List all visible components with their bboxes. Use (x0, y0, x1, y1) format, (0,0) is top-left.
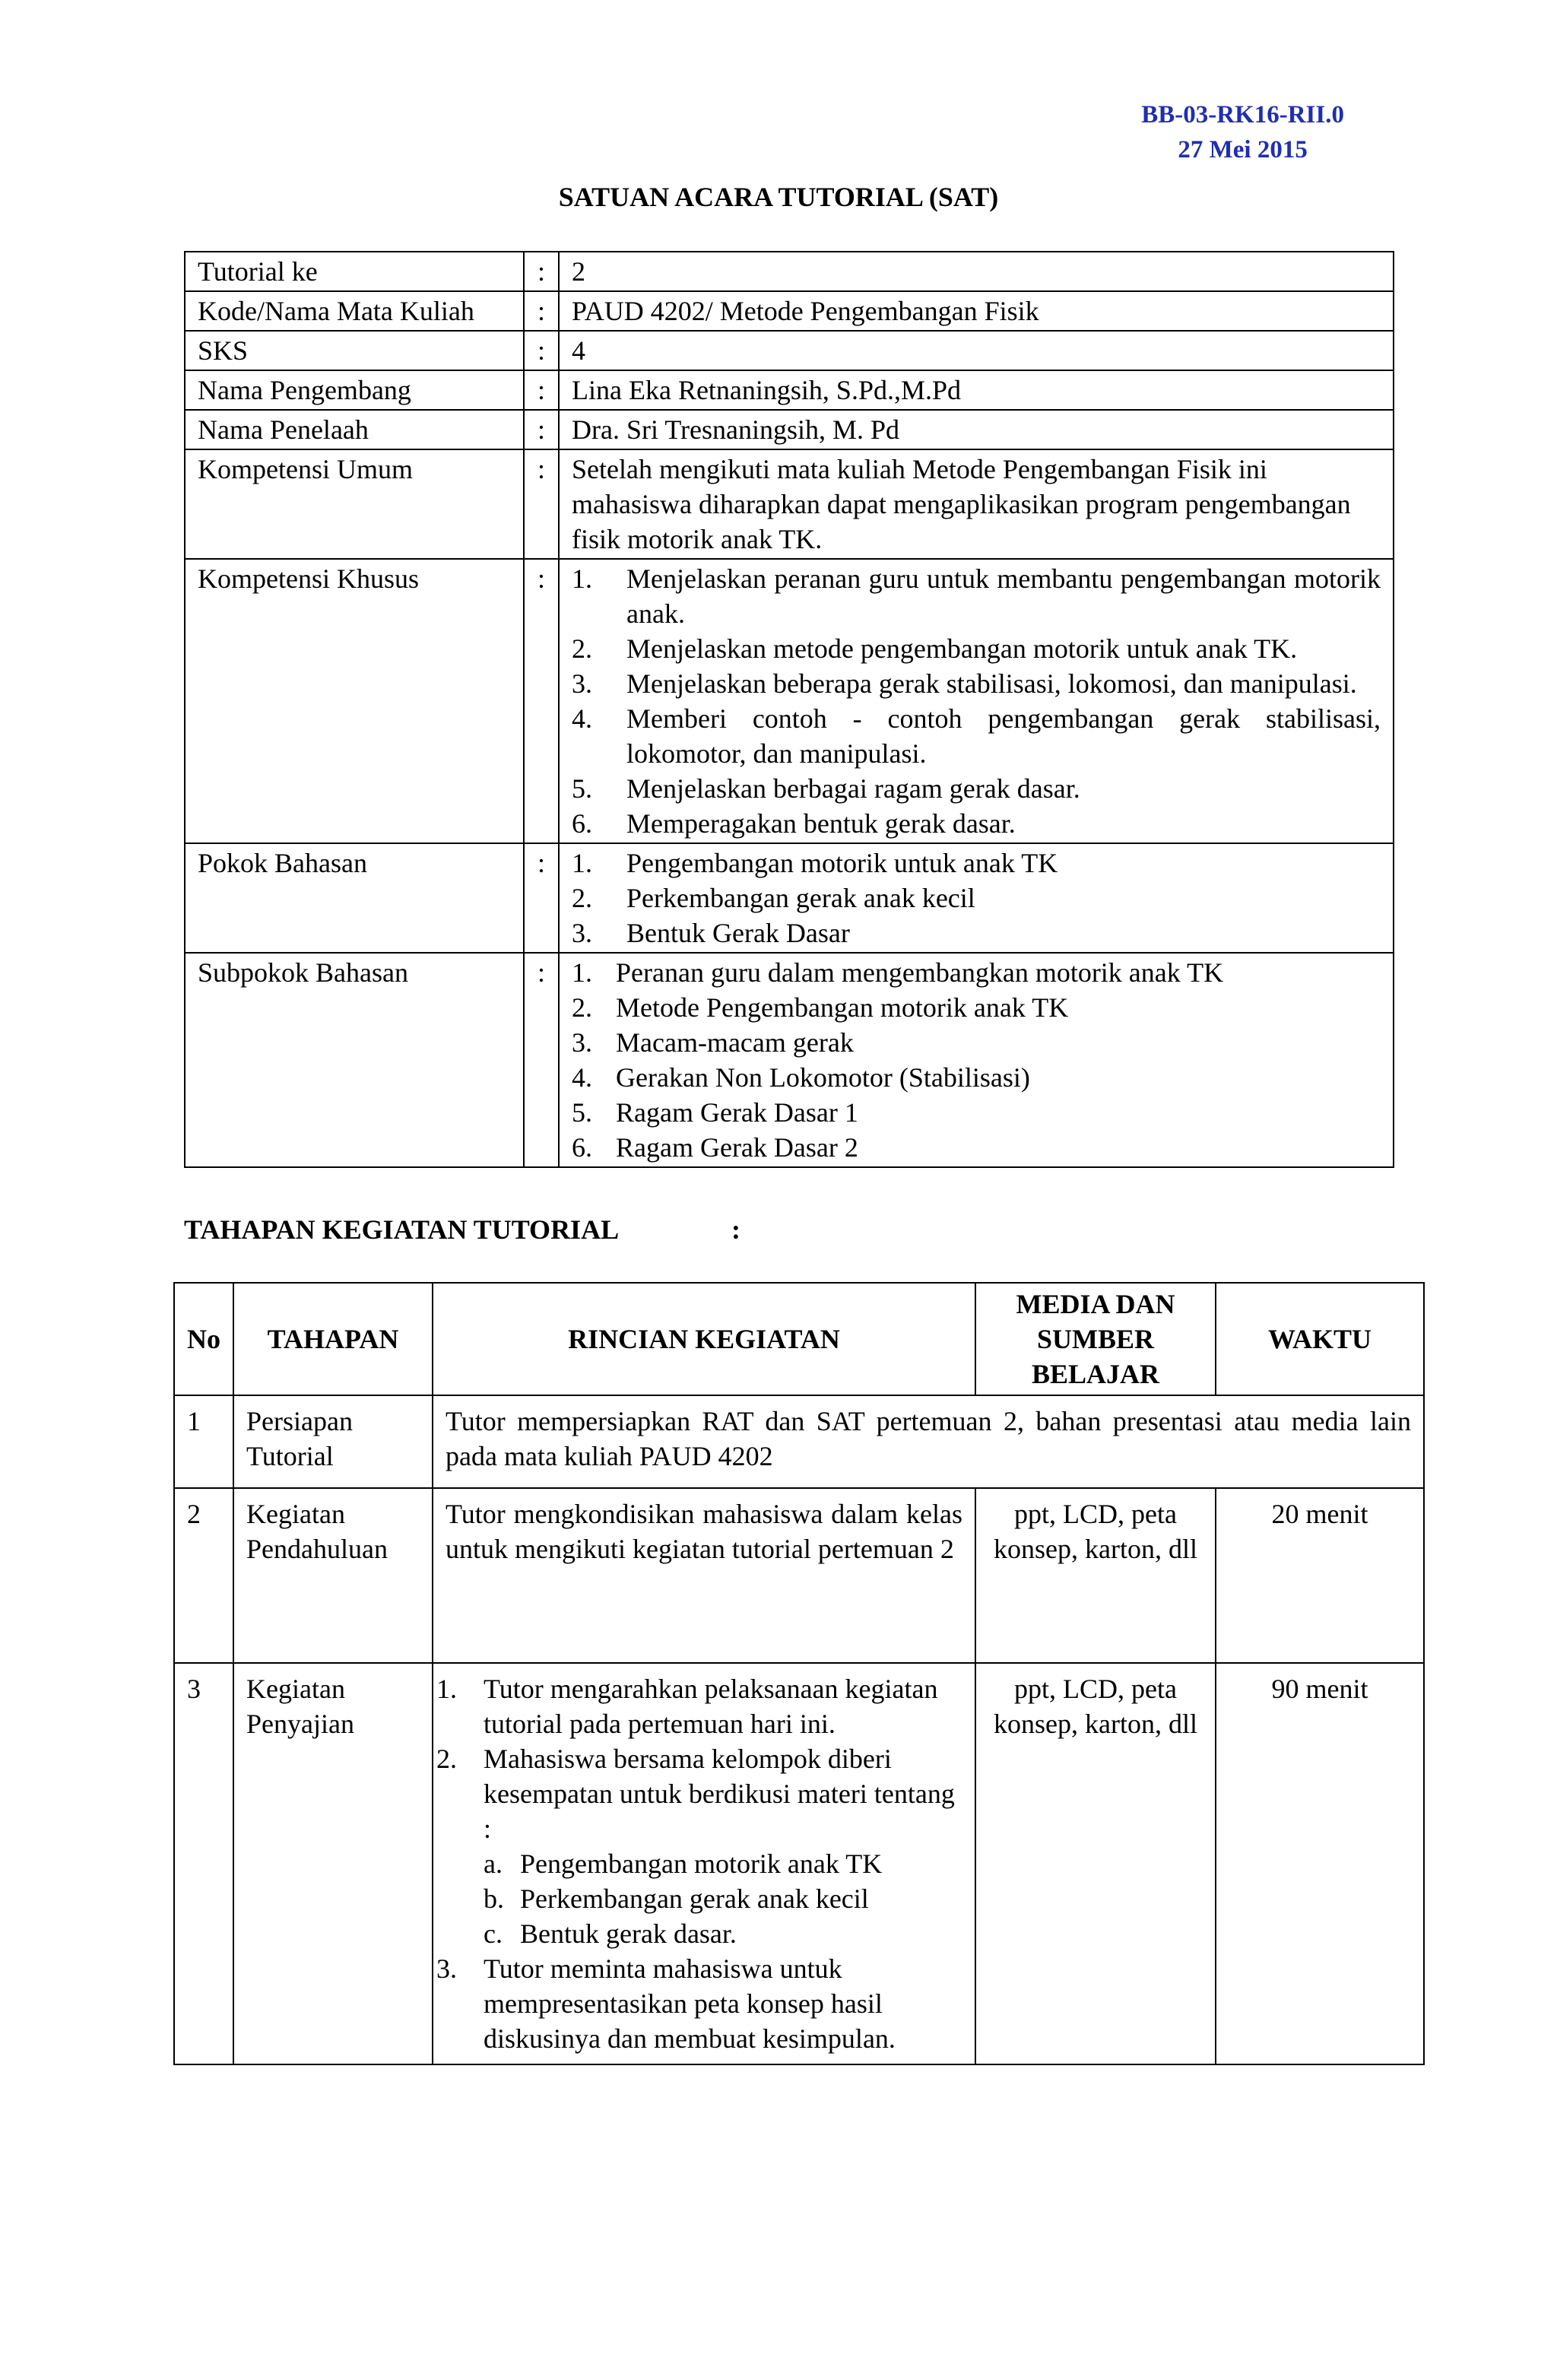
row-rincian: Tutor mempersiapkan RAT dan SAT pertemuan 2, bahan presentasi atau media lain pada mata kuliah PAUD 4202 (433, 1395, 1424, 1488)
page-title: SATUAN ACARA TUTORIAL (SAT) (558, 182, 999, 212)
info-colon: : (524, 291, 559, 331)
list-number: 1. (572, 848, 592, 878)
row-waktu: 20 menit (1216, 1488, 1424, 1663)
list-text: Tutor mengarahkan pelaksanaan kegiatan tutorial pada pertemuan hari ini. (484, 1674, 938, 1739)
list-number: 1. (572, 957, 592, 988)
subpokok-bahasan-list (572, 955, 1381, 1165)
row-no: 1 (174, 1395, 233, 1488)
activity-steps-list (436, 1671, 962, 1846)
col-header-waktu: WAKTU (1216, 1283, 1424, 1395)
list-number: 2. (572, 992, 592, 1023)
col-header-tahapan: TAHAPAN (233, 1283, 433, 1395)
list-text: Mahasiswa bersama kelompok diberi kesempatan untuk berdikusi materi tentang : (484, 1744, 955, 1844)
list-text: Tutor meminta mahasiswa untuk mempresentasikan peta konsep hasil diskusinya dan membuat kesimpulan. (484, 1953, 896, 2054)
list-item (572, 666, 1381, 701)
stages-heading-text: TAHAPAN KEGIATAN TUTORIAL (184, 1214, 620, 1245)
info-value: 4 (559, 331, 1394, 370)
table-row (174, 1488, 1424, 1663)
list-item (436, 1671, 962, 1741)
list-letter: b. (484, 1883, 504, 1914)
list-number: 4. (572, 1062, 592, 1093)
list-item (572, 990, 1381, 1025)
info-value: Dra. Sri Tresnaningsih, M. Pd (559, 410, 1394, 449)
info-colon: : (524, 953, 559, 1167)
stages-heading-colon: : (731, 1214, 740, 1245)
list-number: 1. (436, 1674, 457, 1704)
list-number: 3. (572, 1027, 592, 1058)
list-text: Bentuk gerak dasar. (520, 1918, 737, 1949)
list-text: Memberi contoh - contoh pengembangan gerak stabilisasi, lokomotor, dan manipulasi. (626, 703, 1381, 769)
info-label: Kompetensi Umum (185, 449, 524, 559)
stages-table (173, 1282, 1425, 2065)
col-header-no: No (174, 1283, 233, 1395)
list-text: Menjelaskan beberapa gerak stabilisasi, lokomosi, dan manipulasi. (626, 668, 1357, 699)
list-letter: a. (484, 1848, 503, 1879)
document-code-block (1141, 97, 1344, 167)
activity-subitems-list (484, 1846, 962, 1951)
list-item (572, 1095, 1381, 1130)
list-number: 6. (572, 808, 592, 839)
stages-header-row (174, 1283, 1424, 1395)
row-tahapan: Kegiatan Pendahuluan (233, 1488, 433, 1663)
info-colon: : (524, 449, 559, 559)
row-no: 3 (174, 1663, 233, 2064)
list-letter: c. (484, 1918, 503, 1949)
list-text: Perkembangan gerak anak kecil (520, 1883, 869, 1914)
list-text: Perkembangan gerak anak kecil (626, 883, 975, 913)
row-media: ppt, LCD, peta konsep, karton, dll (975, 1663, 1216, 2064)
list-item (572, 1025, 1381, 1060)
list-text: Memperagakan bentuk gerak dasar. (626, 808, 1016, 839)
info-label: Kompetensi Khusus (185, 559, 524, 843)
list-item (572, 631, 1381, 666)
list-number: 6. (572, 1132, 592, 1163)
list-number: 2. (436, 1744, 457, 1774)
info-colon: : (524, 252, 559, 291)
list-text: Pengembangan motorik anak TK (520, 1848, 883, 1879)
list-text: Ragam Gerak Dasar 2 (616, 1132, 858, 1163)
list-item (572, 701, 1381, 771)
row-tahapan: Kegiatan Penyajian (233, 1663, 433, 2064)
col-header-rincian: RINCIAN KEGIATAN (433, 1283, 975, 1395)
list-item (572, 771, 1381, 806)
list-item (436, 1741, 962, 1846)
info-label: Kode/Nama Mata Kuliah (185, 291, 524, 331)
info-row-pokok-bahasan (185, 843, 1394, 953)
row-waktu: 90 menit (1216, 1663, 1424, 2064)
list-item (572, 955, 1381, 990)
list-text: Peranan guru dalam mengembangkan motorik anak TK (616, 957, 1224, 988)
info-colon: : (524, 331, 559, 370)
list-text: Menjelaskan peranan guru untuk membantu pengembangan motorik anak. (626, 563, 1381, 629)
list-item (572, 1060, 1381, 1095)
list-text: Bentuk Gerak Dasar (626, 918, 850, 948)
pokok-bahasan-list (572, 846, 1381, 950)
list-item (572, 561, 1381, 631)
kompetensi-khusus-list (572, 561, 1381, 841)
list-number: 3. (572, 668, 592, 699)
list-text: Gerakan Non Lokomotor (Stabilisasi) (616, 1062, 1030, 1093)
list-number: 2. (572, 883, 592, 913)
info-label: SKS (185, 331, 524, 370)
list-item (572, 881, 1381, 916)
info-row (185, 291, 1394, 331)
list-item (572, 846, 1381, 881)
list-item (572, 916, 1381, 950)
row-media: ppt, LCD, peta konsep, karton, dll (975, 1488, 1216, 1663)
list-item (436, 1951, 962, 2056)
list-text: Menjelaskan berbagai ragam gerak dasar. (626, 773, 1080, 804)
info-value: 2 (559, 252, 1394, 291)
list-text: Ragam Gerak Dasar 1 (616, 1097, 858, 1128)
course-info-table (184, 251, 1394, 1168)
info-row (185, 449, 1394, 559)
list-text: Menjelaskan metode pengembangan motorik untuk anak TK. (626, 633, 1298, 664)
info-row (185, 370, 1394, 410)
info-row (185, 331, 1394, 370)
info-value: Setelah mengikuti mata kuliah Metode Pengembangan Fisik ini mahasiswa diharapkan dapat mengaplikasikan program pengembangan fisik motorik anak TK. (559, 449, 1394, 559)
info-label: Nama Penelaah (185, 410, 524, 449)
document-code: BB-03-RK16-RII.0 (1141, 101, 1344, 129)
list-item (572, 806, 1381, 841)
list-item (484, 1846, 962, 1881)
list-item (572, 1130, 1381, 1165)
list-number: 5. (572, 773, 592, 804)
info-colon: : (524, 370, 559, 410)
list-number: 4. (572, 703, 592, 734)
document-date: 27 Mei 2015 (1178, 136, 1308, 163)
info-colon: : (524, 559, 559, 843)
list-text: Metode Pengembangan motorik anak TK (616, 992, 1069, 1023)
info-label: Pokok Bahasan (185, 843, 524, 953)
list-number: 3. (436, 1953, 457, 1984)
list-number: 3. (572, 918, 592, 948)
row-no: 2 (174, 1488, 233, 1663)
list-item (484, 1881, 962, 1916)
info-value: PAUD 4202/ Metode Pengembangan Fisik (559, 291, 1394, 331)
list-number: 1. (572, 563, 592, 594)
info-row-kompetensi-khusus (185, 559, 1394, 843)
row-rincian: Tutor mengkondisikan mahasiswa dalam kelas untuk mengikuti kegiatan tutorial pertemuan 2 (433, 1488, 975, 1663)
list-number: 2. (572, 633, 592, 664)
row-tahapan: Persiapan Tutorial (233, 1395, 433, 1488)
list-number: 5. (572, 1097, 592, 1128)
table-row (174, 1395, 1424, 1488)
stages-heading (184, 1214, 740, 1246)
activity-steps-list-continued (436, 1951, 962, 2056)
info-value: Lina Eka Retnaningsih, S.Pd.,M.Pd (559, 370, 1394, 410)
list-text: Pengembangan motorik untuk anak TK (626, 848, 1058, 878)
info-label: Nama Pengembang (185, 370, 524, 410)
info-colon: : (524, 843, 559, 953)
list-item (484, 1916, 962, 1951)
info-colon: : (524, 410, 559, 449)
table-row (174, 1663, 1424, 2064)
list-text: Macam-macam gerak (616, 1027, 854, 1058)
info-row (185, 252, 1394, 291)
col-header-media: MEDIA DAN SUMBER BELAJAR (975, 1283, 1216, 1395)
info-label: Subpokok Bahasan (185, 953, 524, 1167)
info-row (185, 410, 1394, 449)
row-rincian (433, 1663, 975, 2064)
info-row-subpokok-bahasan (185, 953, 1394, 1167)
info-label: Tutorial ke (185, 252, 524, 291)
